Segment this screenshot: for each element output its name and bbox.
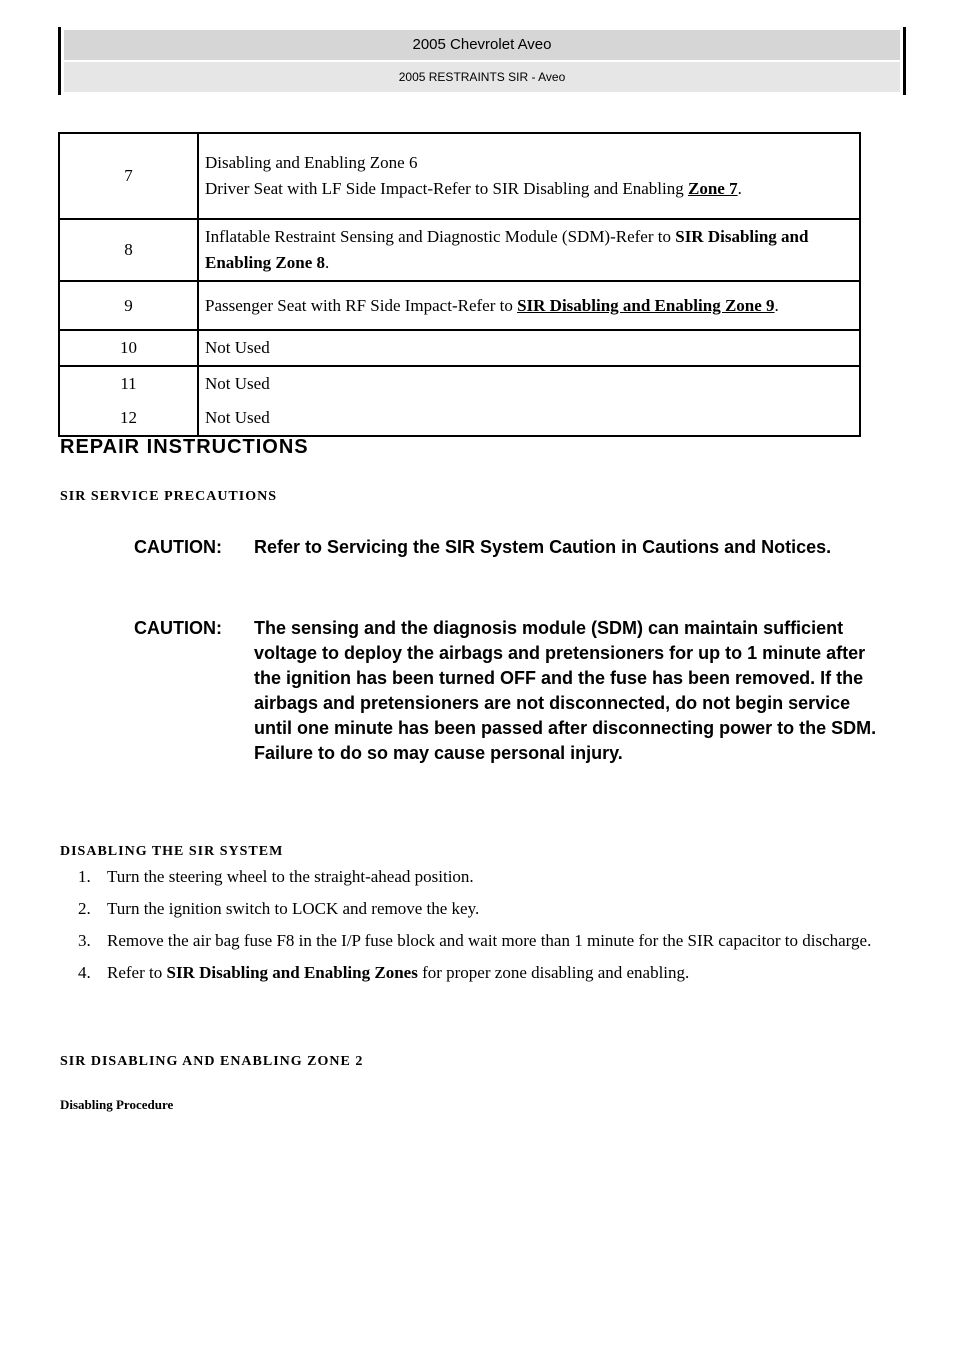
zone-number: 9 xyxy=(59,281,198,330)
page-header xyxy=(58,27,906,95)
description-text: Inflatable Restraint Sensing and Diagnostic Module (SDM)-Refer to xyxy=(205,227,676,246)
zone-description xyxy=(198,281,860,330)
section-heading: REPAIR INSTRUCTIONS xyxy=(60,436,309,458)
description-text: Passenger Seat with RF Side Impact-Refer to xyxy=(205,295,518,315)
step-number: 4. xyxy=(78,963,91,982)
step-text: Turn the steering wheel to the straight-ahead position. xyxy=(107,867,474,886)
caution-text: Refer to Servicing the SIR System Caution in Cautions and Notices. xyxy=(254,537,832,557)
document-title: 2005 Chevrolet Aveo xyxy=(64,30,900,60)
step-number: 3. xyxy=(78,931,91,950)
zone-number: 10 xyxy=(59,330,198,366)
table-row xyxy=(59,281,860,330)
table-row xyxy=(59,366,860,401)
zone-link[interactable]: SIR Disabling and Enabling Zone 9 xyxy=(517,295,775,315)
description-suffix: . xyxy=(774,295,779,315)
description-suffix: . xyxy=(737,179,742,198)
zone-description: Not Used xyxy=(198,330,860,366)
zone-number: 11 xyxy=(59,366,198,401)
zone-link[interactable]: SIR Disabling and Enabling Zone 8 xyxy=(205,227,809,272)
zone-link[interactable]: Zone 7 xyxy=(688,179,738,198)
table-row xyxy=(59,401,860,436)
subsection-heading: SIR SERVICE PRECAUTIONS xyxy=(60,489,277,504)
description-line xyxy=(205,293,853,319)
description-suffix: . xyxy=(325,253,330,272)
procedure-steps xyxy=(78,864,888,992)
list-item xyxy=(78,896,888,921)
caution-block xyxy=(134,535,894,560)
zone-description: Not Used xyxy=(198,401,860,436)
zone-description: Not Used xyxy=(198,366,860,401)
zone-table xyxy=(58,132,861,437)
list-item xyxy=(78,864,888,889)
step-text xyxy=(107,960,689,985)
zone-number: 7 xyxy=(59,133,198,219)
list-item xyxy=(78,960,888,985)
caution-label: CAUTION: xyxy=(134,618,222,638)
description-line: Disabling and Enabling Zone 6 xyxy=(205,153,418,172)
step-text-suffix: for proper zone disabling and enabling. xyxy=(417,963,690,982)
caution-block xyxy=(134,616,894,766)
zone-description xyxy=(198,219,860,281)
procedure-heading: Disabling Procedure xyxy=(60,1097,174,1112)
document-subtitle: 2005 RESTRAINTS SIR - Aveo xyxy=(64,62,900,92)
caution-text: The sensing and the diagnosis module (SDM) can maintain sufficient voltage to deploy the airbags and pretensioners for up to 1 minute after the ignition has been turned OFF and the fuse has been removed. If the airbags and pretensioners are not disconnected, do not begin service until one minute has been passed after disconnecting power to the SDM. Failure to do so may cause personal injury. xyxy=(254,618,877,763)
step-number: 1. xyxy=(78,867,91,886)
zone-description xyxy=(198,133,860,219)
step-text: Remove the air bag fuse F8 in the I/P fuse block and wait more than 1 minute for the SIR capacitor to discharge. xyxy=(107,931,872,950)
caution-label: CAUTION: xyxy=(134,537,222,557)
header-right-rule xyxy=(903,27,906,95)
step-number: 2. xyxy=(78,899,91,918)
zones-link[interactable]: SIR Disabling and Enabling Zones xyxy=(166,963,418,982)
list-item xyxy=(78,928,888,953)
subsection-heading: SIR DISABLING AND ENABLING ZONE 2 xyxy=(60,1054,364,1069)
header-left-rule xyxy=(58,27,61,95)
subsection-heading: DISABLING THE SIR SYSTEM xyxy=(60,844,284,859)
description-line xyxy=(205,176,853,202)
description-text: Driver Seat with LF Side Impact-Refer to SIR Disabling and Enabling xyxy=(205,179,688,198)
table-row xyxy=(59,219,860,281)
step-text-prefix: Refer to xyxy=(107,963,167,982)
table-row xyxy=(59,133,860,219)
description-line xyxy=(205,224,853,276)
table-row xyxy=(59,330,860,366)
zone-number: 8 xyxy=(59,219,198,281)
zone-number: 12 xyxy=(59,401,198,436)
step-text: Turn the ignition switch to LOCK and remove the key. xyxy=(107,899,480,918)
